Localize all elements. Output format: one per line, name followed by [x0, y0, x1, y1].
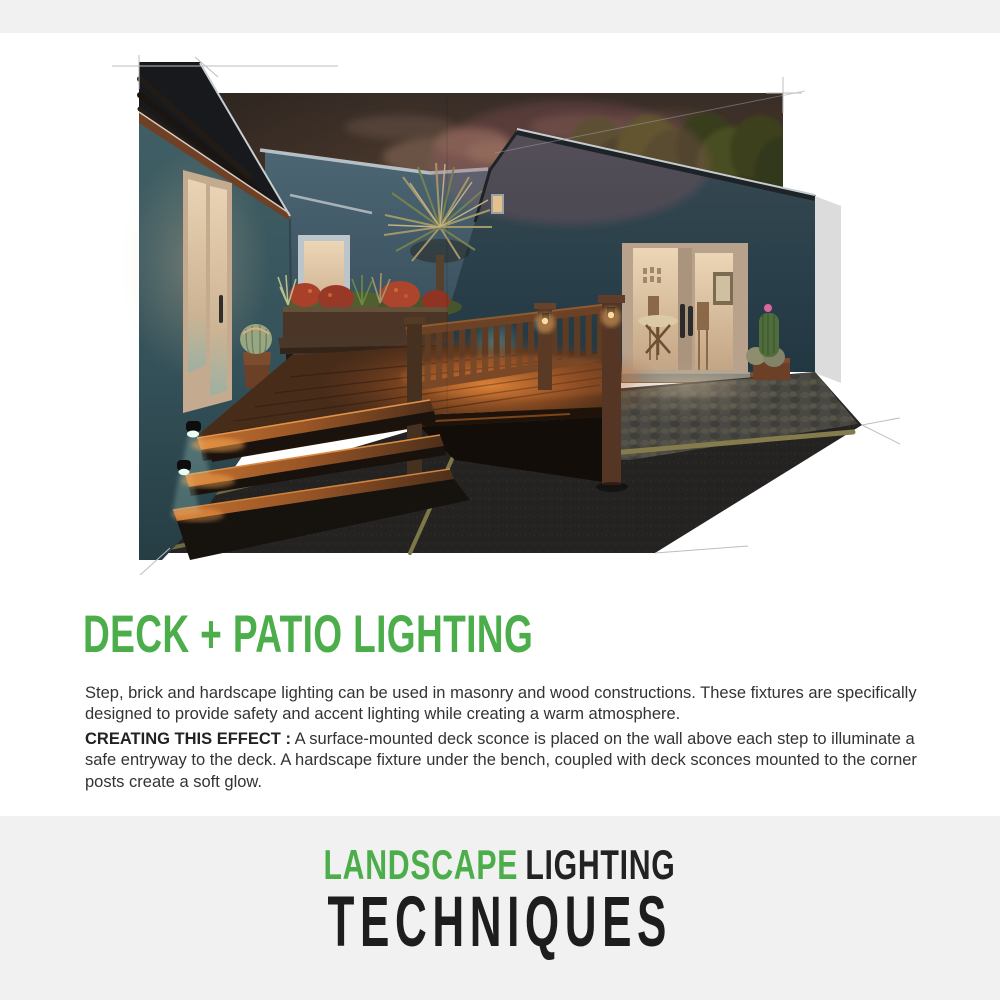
- brand-landscape: LANDSCAPE: [323, 841, 519, 888]
- glass-entry-door: [183, 170, 232, 413]
- brand-lighting: LIGHTING: [525, 841, 677, 888]
- render-illustration: [100, 55, 900, 575]
- footer-title: [0, 882, 1000, 963]
- attic-window: [491, 194, 504, 214]
- deck-patio-render: [100, 55, 900, 575]
- top-gray-band: [0, 0, 1000, 33]
- page-title: DECK + PATIO LIGHTING: [83, 605, 534, 664]
- intro-paragraph: Step, brick and hardscape lighting can be used in masonry and wood constructions. These fixtures are specifically designed to provide safety and accent lighting while creating a warm atmosphere.: [85, 683, 917, 724]
- door-handle: [219, 295, 223, 323]
- french-doors: [622, 243, 748, 378]
- effect-label: CREATING THIS EFFECT :: [85, 729, 291, 748]
- backdrop-panel: [815, 196, 841, 383]
- effect-text: A surface-mounted deck sconce is placed on the wall above each step to illuminate a safe entryway to the deck. A hardscape fixture under the bench, coupled with deck sconces mounted to the corner posts create a soft glow.: [85, 729, 917, 792]
- effect-paragraph: [85, 729, 933, 795]
- cactus-flower: [764, 304, 772, 312]
- brand-techniques: TECHNIQUES: [327, 883, 673, 962]
